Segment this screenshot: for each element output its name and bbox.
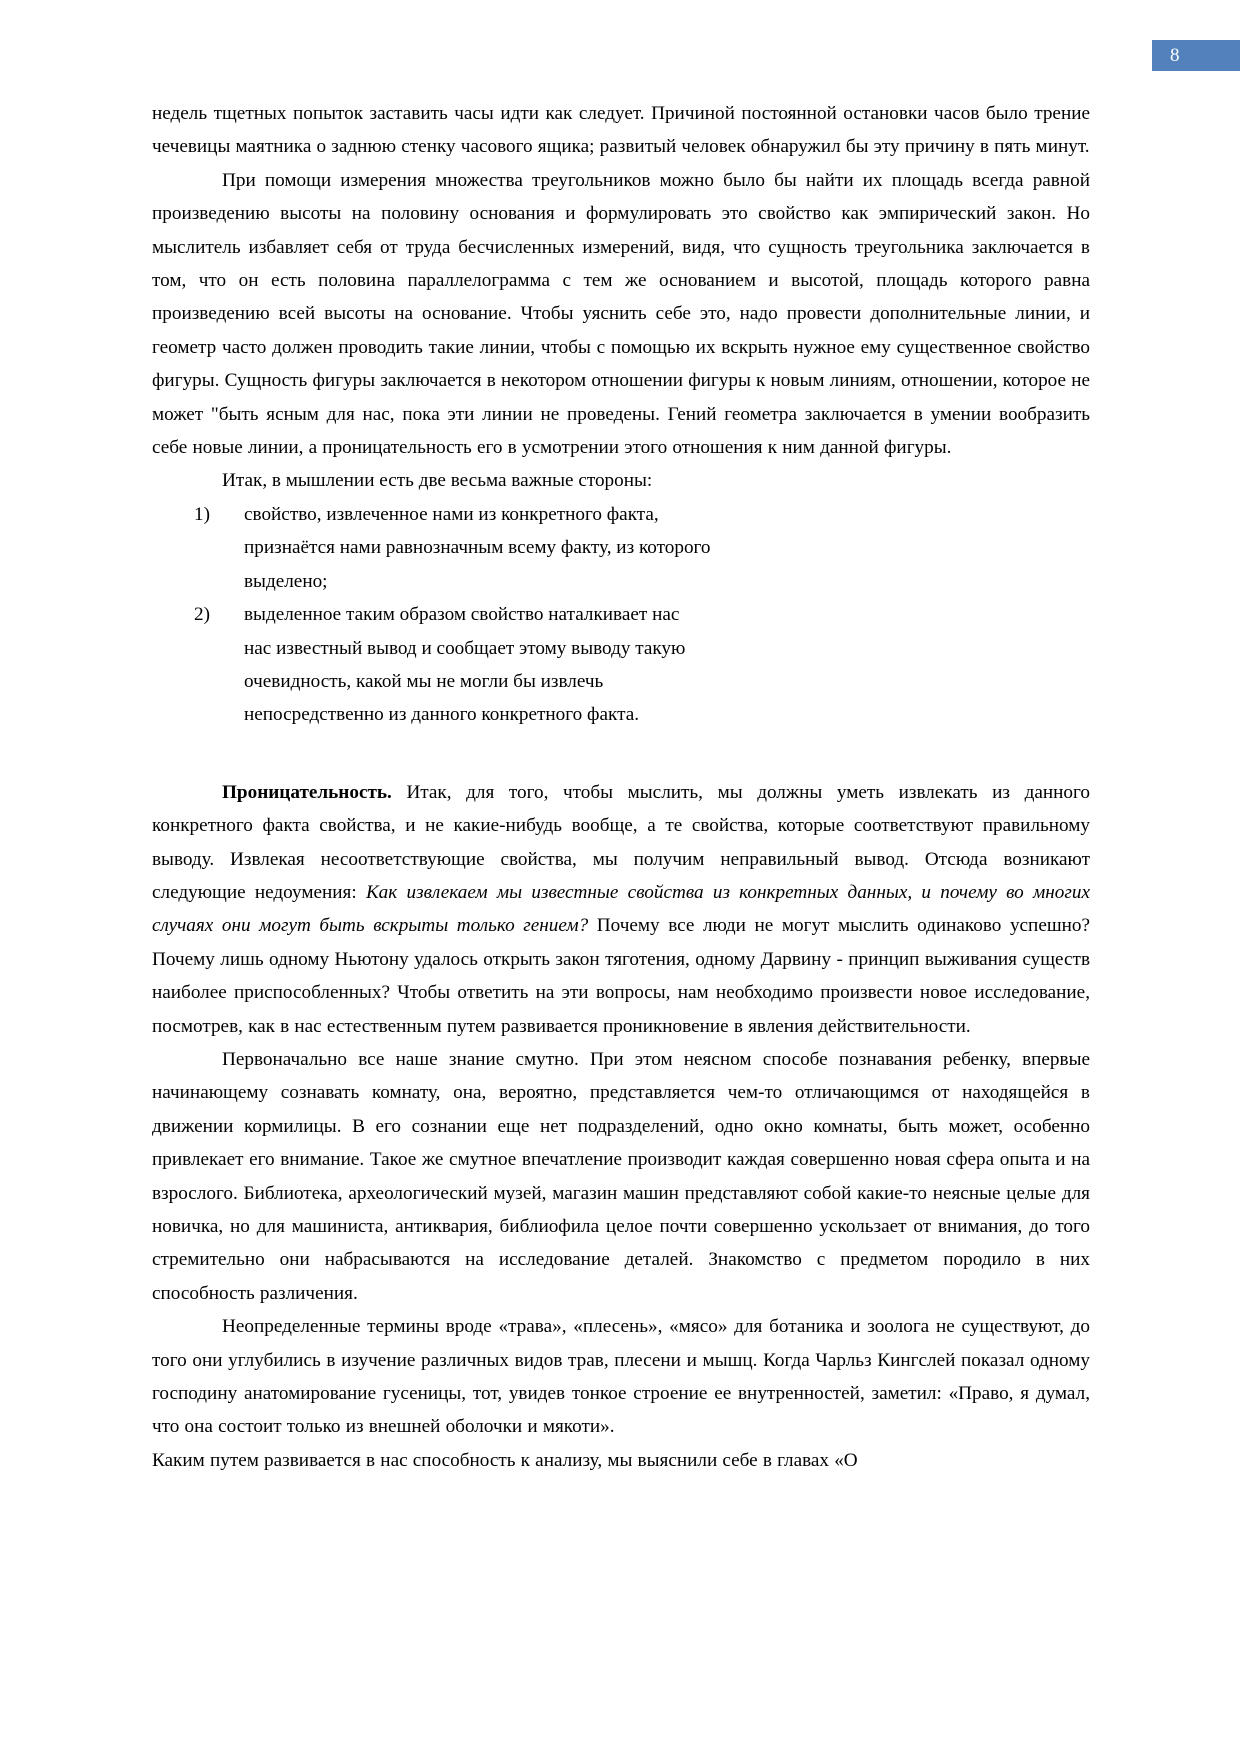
- section-spacer: [152, 732, 1090, 776]
- paragraph-4: Первоначально все наше знание смутно. При этом неясном способе познавания ребенку, впервые начинающему сознавать комнату, она, вероятно, представляется чем-то отличающимся от находящейся в движении кормилицы. В его сознании еще нет подразделений, одно окно комнаты, быть может, особенно привлекает его внимание. Такое же смутное впечатление производит каждая совершенно новая сфера опыта и на взрослого. Библиотека, археологический музей, магазин машин представляют собой какие-то неясные целые для новичка, но для машиниста, антиквария, библиофила целое почти совершенно ускользает от внимания, до того стремительно они набрасываются на исследование деталей. Знакомство с предметом породило в них способность различения.: [152, 1048, 1090, 1304]
- paragraph-6: Каким путем развивается в нас способность к анализу, мы выяснили себе в главах «О: [152, 1449, 858, 1471]
- list-item-line: нас известный вывод и сообщает этому выводу такую: [244, 637, 686, 659]
- list-item-line: выделено;: [244, 570, 328, 592]
- paragraph-2: При помощи измерения множества треугольников можно было бы найти их площадь всегда равной произведению высоты на половину основания и формулировать это свойство как эмпирический закон. Но мыслитель избавляет себя от труда бесчисленных измерений, видя, что сущность треугольника заключается в том, что он есть половина параллелограмма с тем же основанием и высотой, площадь которого равна произведению всей высоты на основание. Чтобы уяснить себе это, надо провести дополнительные линии, и геометр часто должен проводить такие линии, чтобы с помощью их вскрыть нужное ему существенное свойство фигуры. Сущность фигуры заключается в некотором отношении фигуры к новым линиям, отношении, которое не может "быть ясным для нас, пока эти линии не проведены. Гений геометра заключается в умении вообразить себе новые линии, а проницательность его в усмотрении этого отношения к ним данной фигуры.: [152, 169, 1090, 459]
- paragraph-1: недель тщетных попыток заставить часы идти как следует. Причиной постоянной остановки часов было трение чечевицы маятника о заднюю стенку часового ящика; развитый человек обнаружил бы эту причину в пять минут.: [152, 103, 1090, 158]
- document-body: [152, 97, 1090, 1477]
- list-item-line: очевидность, какой мы не могли бы извлечь: [244, 670, 604, 692]
- list-intro-line: Итак, в мышлении есть две весьма важные стороны:: [222, 470, 653, 492]
- section-lead-in: Проницательность.: [222, 781, 392, 803]
- numbered-list: [152, 498, 1090, 732]
- list-item-line: свойство, извлеченное нами из конкретного факта,: [244, 503, 659, 525]
- list-item-marker: 2): [194, 604, 210, 626]
- list-item-line: выделенное таким образом свойство наталкивает нас: [244, 604, 680, 626]
- paragraph-3-run-1: Итак, для того, чтобы мыслить, мы должны уметь извлекать из данного конкретного факта свойства, и не какие-нибудь вообще, а те свойства, которые соответствуют правильному выводу. Извлекая несоответствующие свойства, мы получим неправильный вывод. Отсюда возникают следующие недоумения:: [152, 781, 1090, 903]
- page-number-badge: 8: [1152, 40, 1240, 71]
- paragraph-3-run-2: Почему все люди не могут мыслить одинаково успешно? Почему лишь одному Ньютону удалось открыть закон тяготения, одному Дарвину - принцип выживания существ наиболее приспособленных? Чтобы ответить на эти вопросы, нам необходимо произвести новое исследование, посмотрев, как в нас естественным путем развивается проникновение в явления действительности.: [152, 915, 1090, 1037]
- list-item-line: признаётся нами равнозначным всему факту, из которого: [244, 537, 711, 559]
- paragraph-3: [152, 776, 1090, 1043]
- list-item: [152, 498, 1090, 598]
- paragraph-3-italic-run: Как извлекаем мы известные свойства из конкретных данных, и почему во многих случаях они могут быть вскрыты только гением?: [152, 881, 1090, 937]
- list-item: [152, 598, 1090, 732]
- list-item-line: непосредственно из данного конкретного факта.: [244, 704, 640, 726]
- paragraph-5: Неопределенные термины вроде «трава», «плесень», «мясо» для ботаника и зоолога не существуют, до того они углубились в изучение различных видов трав, плесени и мышц. Когда Чарльз Кингслей показал одному господину анатомирование гусеницы, тот, увидев тонкое строение ее внутренностей, заметил: «Право, я думал, что она состоит только из внешней оболочки и мякоти».: [152, 1316, 1090, 1438]
- list-item-marker: 1): [194, 503, 210, 525]
